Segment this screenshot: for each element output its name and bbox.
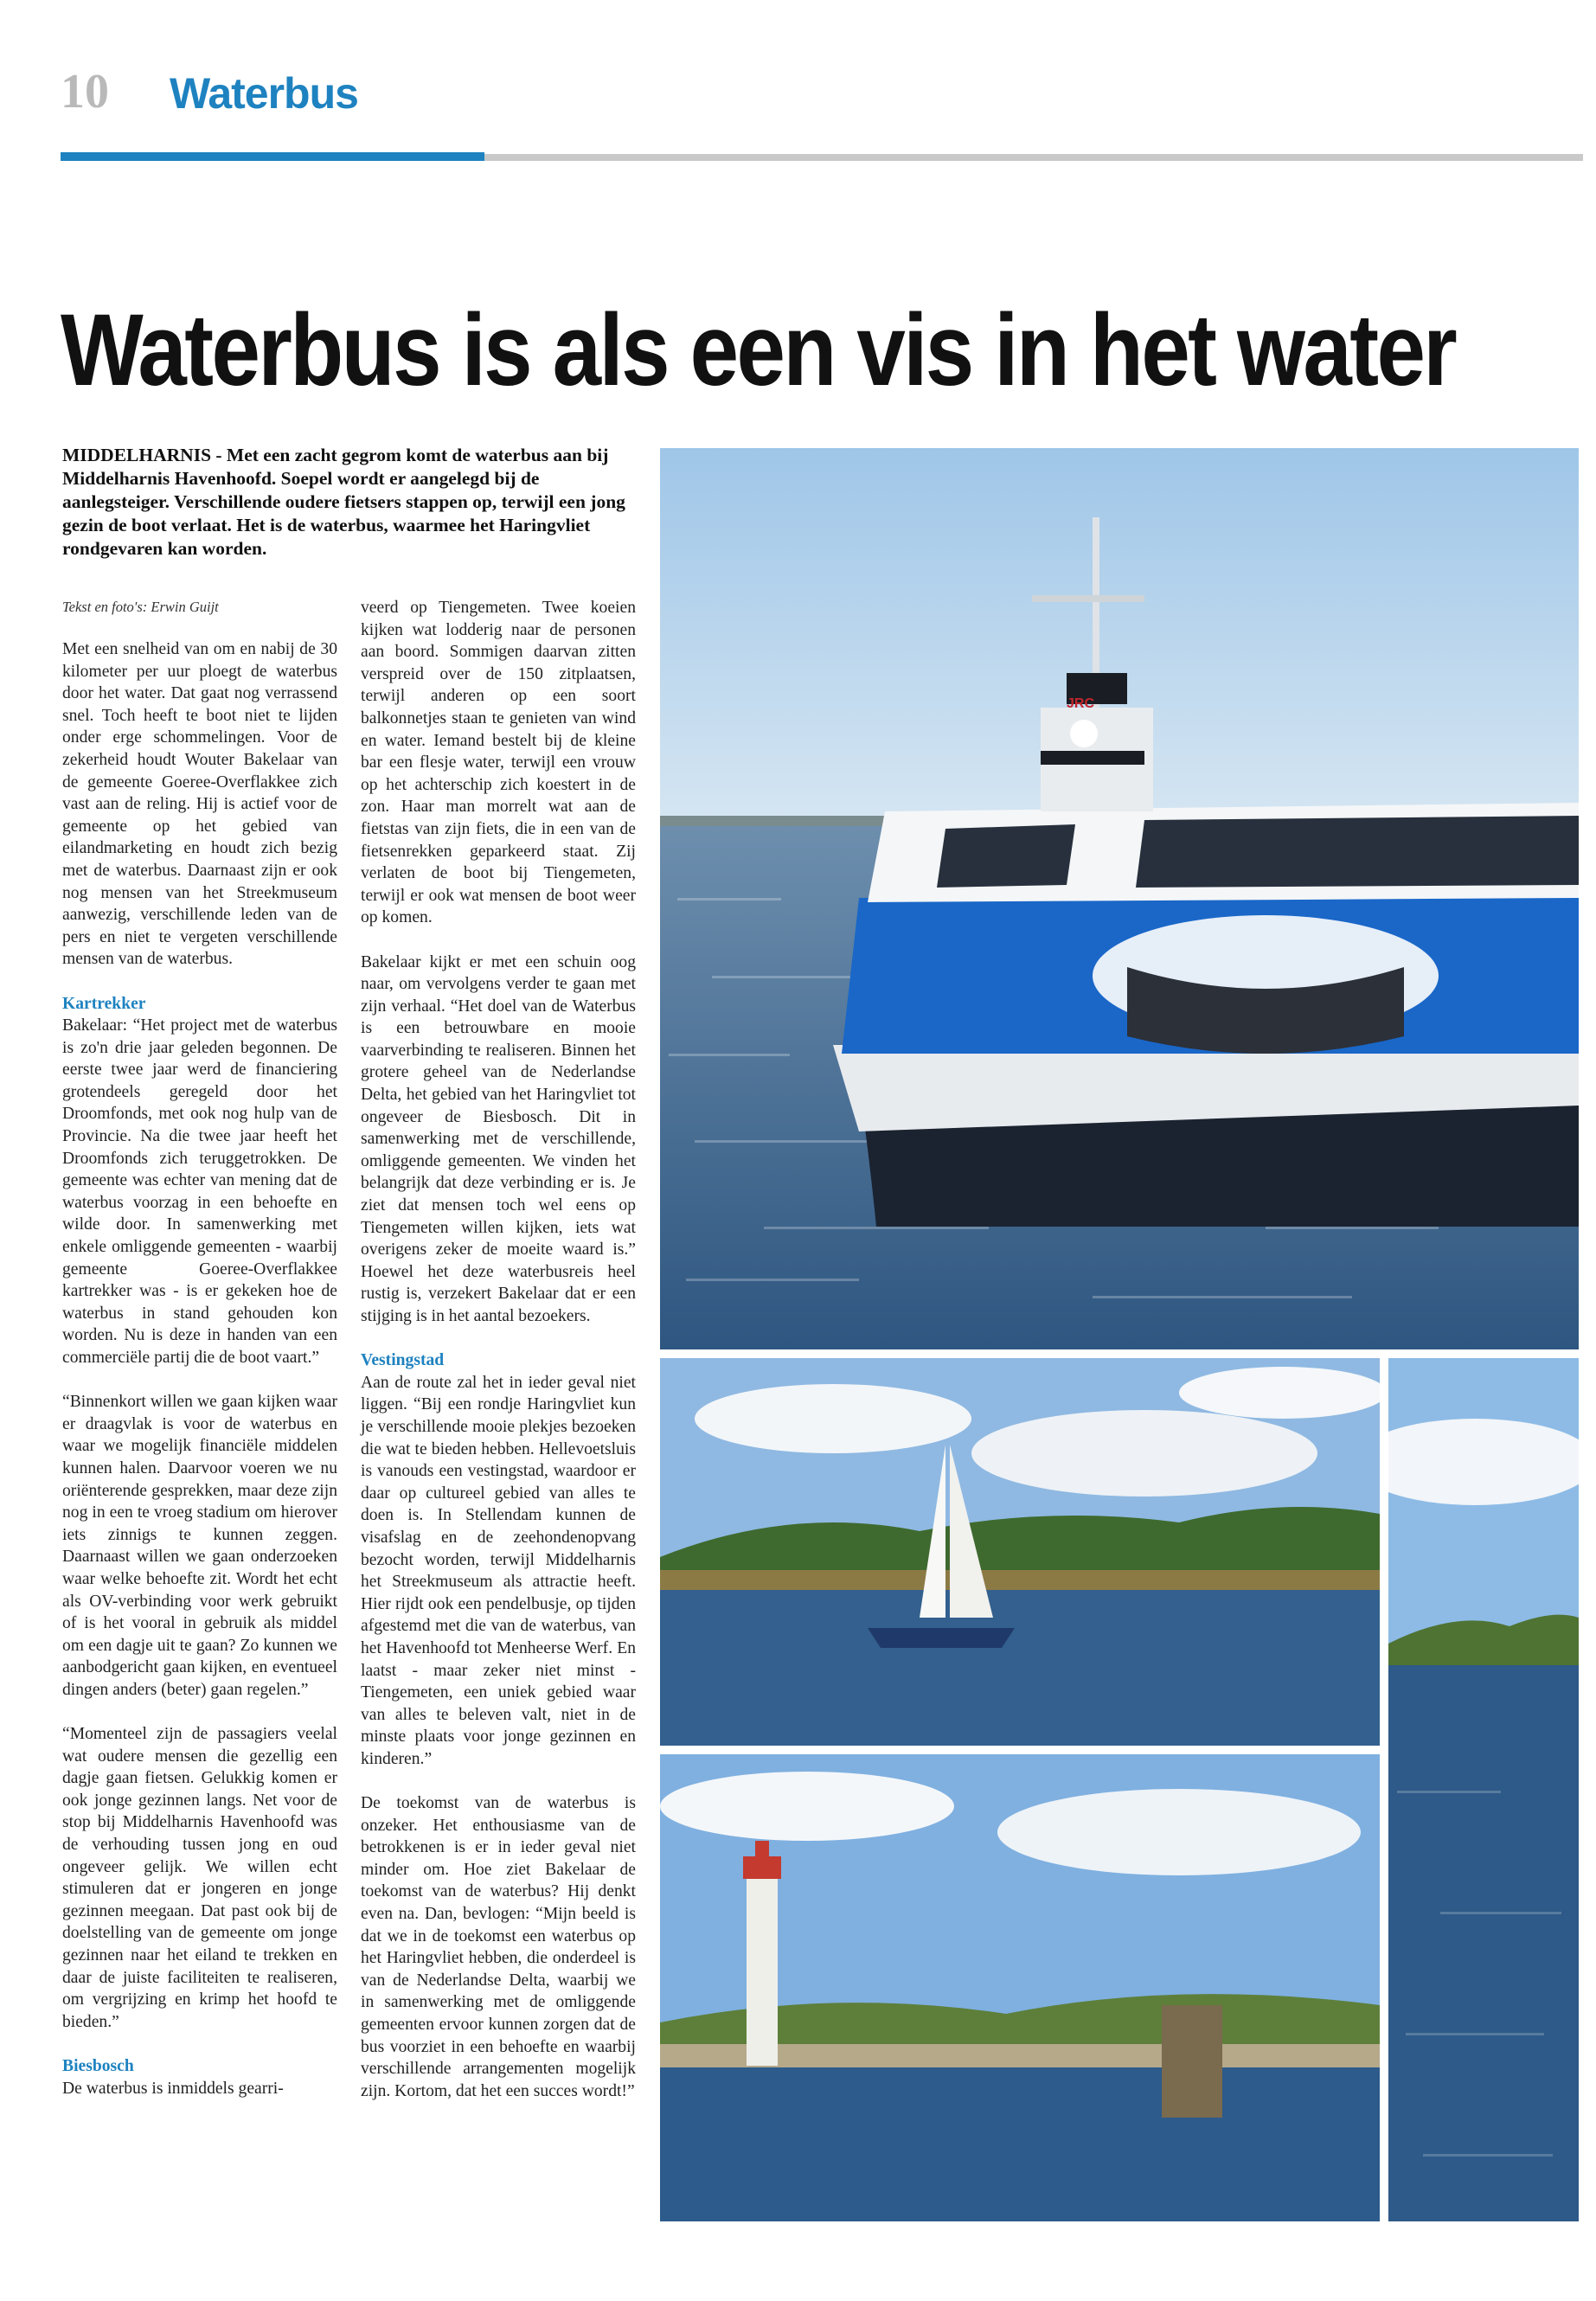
header-rule-accent <box>61 152 484 161</box>
subheading-vestingstad: Vestingstad <box>361 1351 445 1370</box>
water-photo <box>1388 1358 1579 2221</box>
paragraph: veerd op Tiengemeten. Twee koeien kijken wat lodderig naar de personen aan boord. Sommigen daarvan zitten verspreid over de 150 zitplaatsen, terwijl anderen op een soort balkonnetjes staan te genieten van wind en water. Iemand bestelt bij de kleine bar een flesje water, terwijl een vrouw op het achterschip zich koestert in de zon. Haar man morrelt wat aan de fietstas van zijn fiets, die in een van de fietsenrekken geparkeerd staat. Zij verlaten de boot bij Tiengemeten, terwijl er ook wat mensen de boot weer op komen. <box>361 599 636 927</box>
paragraph: “Momenteel zijn de passagiers veelal wat oudere mensen die gezellig een dagje gaan fietsen. Gelukkig komen er ook jonge gezinnen langs. Net voor de stop bij Middelharnis Havenhoofd was de verhouding tussen jong en oud ongeveer gelijk. We willen echt stimuleren dat er jongeren en jonge gezinnen meegaan. Dat past ook bij de doelstelling van de gemeente om jonge gezinnen naar het eiland te trekken en daar de juiste faciliteiten te realiseren, om vergrijzing en krimp het hoofd te bieden.” <box>62 1725 337 2031</box>
lighthouse-photo <box>660 1754 1380 2221</box>
paragraph: De waterbus is inmiddels gearri- <box>62 2079 284 2098</box>
lead-paragraph: MIDDELHARNIS - Met een zacht gegrom komt de waterbus aan bij Middelharnis Havenhoofd. Soepel wordt er aangelegd bij de aanlegsteiger. Verschillende oudere fietsers stappen op, terwijl een jong gezin de boot verlaat. Het is de waterbus, waarmee het Haringvliet rondgevaren kan worden. <box>62 445 625 559</box>
boat-label: JRC <box>1067 696 1095 711</box>
paragraph: Bakelaar: “Het project met de waterbus is zo'n drie jaar geleden begonnen. De eerste twee jaar werd de financiering grotendeels geregeld door het Droomfonds, met ook nog hulp van de Provincie. Na die twee jaar heeft het Droomfonds zich teruggetrokken. De gemeente was echter van mening dat de waterbus voorzag in een behoefte en wilde door. In samenwerking met enkele omliggende gemeenten - waarbij gemeente Goeree-Overflakkee kartrekker was - is er gekeken hoe de waterbus in stand gehouden kon worden. Nu is deze in handen van een commerciële partij die de boot vaart.” <box>62 1016 337 1367</box>
headline: Waterbus is als een vis in het water <box>61 293 1456 407</box>
sailboat-photo <box>660 1358 1380 1746</box>
page-number: 10 <box>61 65 109 119</box>
paragraph: De toekomst van de waterbus is onzeker. Het enthousiasme van de betrokkenen is er in ieder geval niet minder om. Hoe ziet Bakelaar de toekomst van de waterbus? Hij denkt even na. Dan, bevlogen: “Mijn beeld is dat we in de toekomst een waterbus op het Haringvliet hebben, die onderdeel is van de Nederlandse Delta, waarbij we in samenwerking met de omliggende gemeenten ervoor kunnen zorgen dat de bus voorziet in een behoefte en waarbij verschillende arrangementen mogelijk zijn. Kortom, dat het een succes wordt!” <box>361 1794 636 2100</box>
section-title: Waterbus <box>170 69 358 118</box>
waterbus-photo <box>660 448 1579 1349</box>
subheading-kartrekker: Kartrekker <box>62 994 146 1013</box>
paragraph: “Binnenkort willen we gaan kijken waar er draagvlak is voor de waterbus en waar we mogelijk financiële middelen kunnen halen. Daarvoor voeren we nu oriënterende gesprekken, maar deze zijn nog in een te vroeg stadium om hierover iets zinnigs te kunnen zeggen. Daarnaast willen we gaan onderzoeken waar welke behoefte zit. Wordt het echt als OV-verbinding voor werk gebruikt of is het vooral in gebruik als middel om een dagje uit te gaan? Zo kunnen we aanbodgericht gaan kijken, en eventueel dingen anders (beter) gaan regelen.” <box>62 1393 337 1699</box>
subheading-biesbosch: Biesbosch <box>62 2057 134 2075</box>
byline: Tekst en foto's: Erwin Guijt <box>62 599 219 615</box>
header-rule <box>484 154 1583 161</box>
paragraph: Met een snelheid van om en nabij de 30 kilometer per uur ploegt de waterbus door het water. Dat gaat nog verrassend snel. Toch heeft te boot niet te lijden onder erge schommelingen. Voor de zekerheid houdt Wouter Bakelaar van de gemeente Goeree-Overflakkee zich vast aan de reling. Hij is actief voor de gemeente op het gebied van eilandmarketing en houdt zich bezig met de waterbus. Daarnaast zijn er ook nog mensen van het Streekmuseum aanwezig, verschillende leden van de pers en niet te vergeten verschillende mensen van de waterbus. <box>62 640 337 969</box>
paragraph: Aan de route zal het in ieder geval niet liggen. “Bij een rondje Haringvliet kun je verschillende mooie plekjes bezoeken die wat te bieden hebben. Hellevoetsluis is vanouds een vestingstad, waardoor er daar op cultureel gebied van alles te doen is. In Stellendam kunnen de visafslag en de zeehondenopvang bezocht worden, terwijl Middelharnis het Streekmuseum als attractie heeft. Hier rijdt ook een pendelbusje, op tijden afgestemd met die van de waterbus, van het Havenhoofd tot Menheerse Werf. En laatst - maar zeker niet minst - Tiengemeten, een uniek gebied waar van alles te beleven valt, niet in de minste plaats voor jonge gezinnen en kinderen.” <box>361 1373 636 1768</box>
paragraph: Bakelaar kijkt er met een schuin oog naar, om vervolgens verder te gaan met zijn verhaal. “Het doel van de Waterbus is een betrouwbare en mooie vaarverbinding te realiseren. Binnen het grotere geheel van de Nederlandse Delta, het gebied van het Haringvliet tot ongeveer de Biesbosch. Dit in samenwerking met de verschillende, omliggende gemeenten. We vinden het belangrijk dat deze verbinding er is. Je ziet dat mensen toch wel eens op Tiengemeten willen kijken, iets wat overigens zeker de moeite waard is.” Hoewel het deze waterbusreis heel rustig is, verzekert Bakelaar dat er een stijging is in het aantal bezoekers. <box>361 952 636 1325</box>
article-column-2 <box>361 597 636 2125</box>
article-column-1 <box>62 638 337 2122</box>
